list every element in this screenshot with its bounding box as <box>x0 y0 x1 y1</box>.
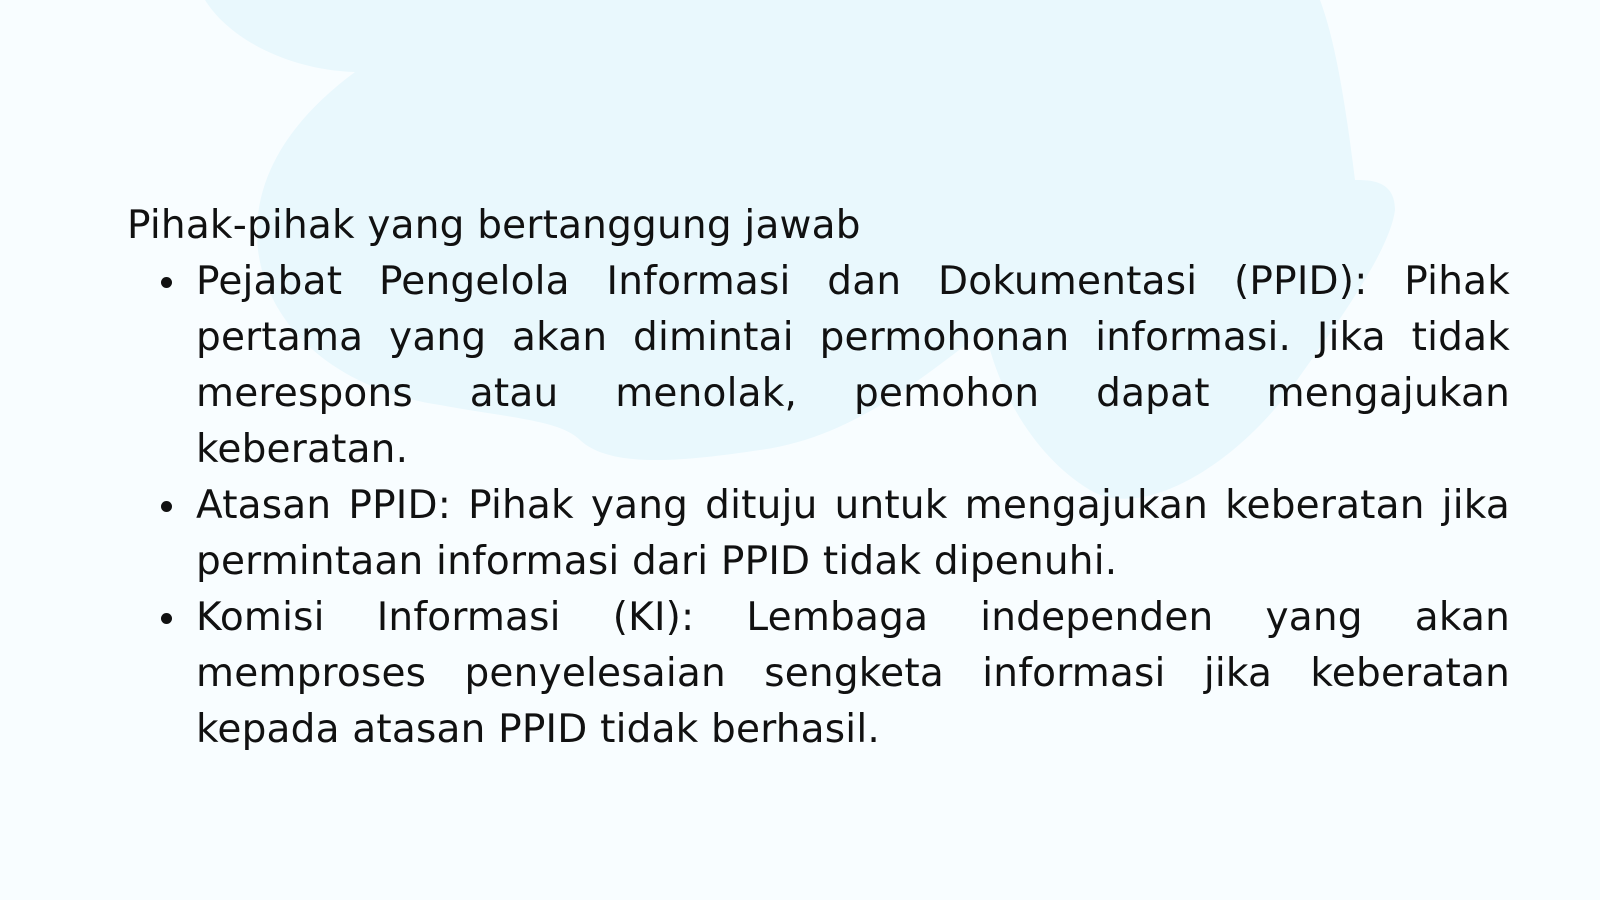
list-item-text: Atasan PPID: Pihak yang dituju untuk mengajukan keberatan jika permintaan informasi dari PPID tidak dipenuhi. <box>196 483 1510 584</box>
bullet-icon <box>161 277 172 288</box>
list-item-text: Pejabat Pengelola Informasi dan Dokumentasi (PPID): Pihak pertama yang akan dimintai permohonan informasi. Jika tidak merespons atau menolak, pemohon dapat mengajukan keberatan. <box>196 259 1510 472</box>
section-heading: Pihak-pihak yang bertanggung jawab <box>127 203 861 248</box>
responsible-parties-list <box>127 254 1510 758</box>
bullet-icon <box>161 613 172 624</box>
list-item <box>127 478 1510 590</box>
list-item <box>127 254 1510 478</box>
list-item <box>127 590 1510 758</box>
info-section <box>127 198 1510 758</box>
list-item-text: Komisi Informasi (KI): Lembaga independen yang akan memproses penyelesaian sengketa informasi jika keberatan kepada atasan PPID tidak berhasil. <box>196 595 1510 752</box>
bullet-icon <box>161 501 172 512</box>
